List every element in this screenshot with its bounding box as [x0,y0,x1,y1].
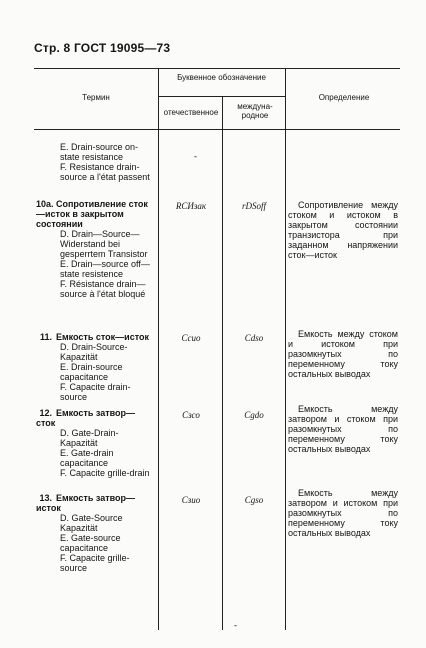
term-variant: D. Drain—Source—Widerstand bei gesperrtem Transistor [60,229,148,259]
term-variant: D. Gate-Drain-Kapazität [60,428,119,448]
col-header-terms: Термин [82,93,110,102]
term-variant: F. Capacite grille-source [60,553,130,573]
col-divider-1 [158,68,159,630]
col-header-domestic: отечественное [163,108,219,117]
table-row [36,142,154,182]
term-definition: Емкость между затвором и истоком при разомкнутых по переменному току остальных выводах [288,488,398,538]
symbol-intl: Cdso [244,333,264,343]
footer-mark: - [234,620,237,630]
symbol-domestic: Cзио [181,495,201,505]
term-number: 12. [39,408,52,418]
header-bottom-border [34,129,400,130]
symbol-domestic: RСИзак [175,201,207,211]
term-variant: F. Capacite drain-source [60,382,131,402]
col-divider-3 [285,68,286,630]
term-definition: Емкость между стоком и истоком при разомкнутых по переменному току остальных выводах [288,329,398,379]
term-title: Емкость сток—исток [56,332,149,342]
table-row [36,408,154,478]
row-mark: - [194,151,197,161]
term-variant: E. Gate-source capacitance [60,533,121,553]
term-title: Сопротивление сток—исток в закрытом состоянии [36,199,148,229]
terms-table [34,68,400,630]
term-definition: Емкость между затвором и стоком при разомкнутых по переменному току остальных выводах [288,404,398,454]
symbol-domestic: Cзсо [182,410,200,420]
term-variant: E. Drain-source capacitance [60,362,123,382]
table-row [36,332,154,402]
term-variant: D. Gate-Source Kapazität [60,513,123,533]
term-title: Емкость затвор—исток [36,493,136,513]
term-number: 10а. [36,199,54,209]
term-variant: F. Resistance drain-source a l'état passent [60,162,150,182]
table-top-border [34,68,400,69]
col-divider-2 [222,96,223,630]
term-definition: Сопротивление между стоком и истоком в закрытом состоянии транзистора при заданном напряжении сток—исток [288,200,398,260]
symbol-intl: rDSoff [241,201,266,211]
col-header-letter: Буквенное обозначение [177,73,266,82]
term-variant: E. Drain-source on-state resistance [60,142,139,162]
table-row [36,199,154,299]
term-variant: E. Drain—source off—state resistence [60,259,150,279]
term-variant: D. Drain-Source-Kapazität [60,342,128,362]
term-title: Емкость затвор—сток [36,408,136,428]
term-variant: E. Gate-drain capacitance [60,448,114,468]
col-header-intl: междуна-родное [237,102,273,120]
term-variant: F. Capacite grille-drain [60,468,150,478]
col-header-definition: Определение [318,93,370,102]
symbol-domestic: Cсио [181,333,201,343]
term-number: 13. [39,493,52,503]
symbol-intl: Cgdo [244,410,264,420]
table-row [36,493,154,573]
page-header: Стр. 8 ГОСТ 19095—73 [34,41,171,55]
symbol-intl: Cgso [244,495,264,505]
term-variant: F. Résistance drain—source à l'état bloqué [60,279,146,299]
term-number: 11. [39,332,52,342]
